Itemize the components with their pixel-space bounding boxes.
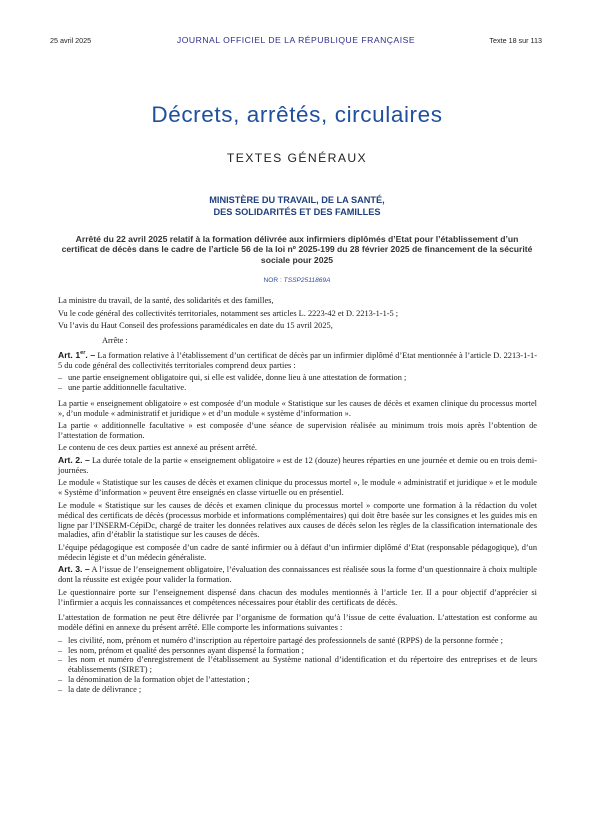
- publication-date: 25 avril 2025: [50, 36, 92, 45]
- art3-text-2: Le questionnaire porte sur l’enseignement dispensé dans chacun des modules mentionnés à l’article 1er. Il a pour objectif d’apprécier si l’infirmier a acquis les connaissances et compétences nécessaires pour établir des certificats de décès.: [58, 587, 537, 607]
- arrete-formula: Arrête :: [102, 335, 128, 345]
- art3-paragraph: [58, 565, 537, 585]
- art1-paragraph: [58, 351, 537, 371]
- art3-paragraph-3: L’attestation de formation ne peut être délivrée par l’organisme de formation qu’à l’issue de cette évaluation. L’attestation est conforme au modèle défini en annexe du présent arrêté. Elle comporte les informations suivantes :: [58, 613, 537, 633]
- art2-paragraph: [58, 456, 537, 476]
- art3-paragraph-2: [58, 588, 537, 608]
- art3-list: [58, 636, 537, 695]
- art2-paragraph-4: L’équipe pédagogique est composée d’un cadre de santé infirmier ou à défaut d’un infirmier diplômé d’Etat (responsable pédagogique), d’un médecin légiste et d’un médecin généraliste.: [58, 542, 537, 562]
- art3-label: Art. 3. –: [58, 564, 90, 575]
- act-body: [58, 296, 537, 698]
- art2-label: Art. 2. –: [58, 454, 90, 465]
- list-item: – une partie additionnelle facultative.: [58, 383, 537, 393]
- nor-value: TSSP2511869A: [283, 277, 331, 284]
- art1-paragraph-4: Le contenu de ces deux parties est annexé au présent arrêté.: [58, 443, 257, 453]
- text-number: Texte 18 sur 113: [489, 36, 542, 45]
- rubric-heading: Décrets, arrêtés, circulaires: [151, 102, 443, 127]
- ministry-line: DES SOLIDARITÉS ET DES FAMILLES: [213, 206, 381, 217]
- ministry-line: MINISTÈRE DU TRAVAIL, DE LA SANTÉ,: [209, 195, 385, 205]
- list-item: – les nom, prénom et qualité des personnes ayant dispensé la formation ;: [58, 646, 537, 656]
- nor-reference: [0, 277, 594, 284]
- art2-paragraph-3: Le module « Statistique sur les causes de décès et examen clinique du processus mortel » comporte une formation à la rédaction du volet médical des certificats de décès (processus morbide et informations complémentaires) qui doit être basée sur les consignes et les guides mis en ligne par l’INSERM-CépiDc, chargé de traiter les données relatives aux causes de décès selon les règles de la classification internationale des maladies, afin d’établir la statistique sur les causes de décès.: [58, 500, 537, 540]
- art1-list: [58, 373, 537, 393]
- art1-paragraph-3: La partie « additionnelle facultative » est composée d’une séance de supervision réalisée au minimum trois mois après l’obtention de l’attestation de formation.: [58, 421, 537, 440]
- list-item: – la date de délivrance ;: [58, 685, 537, 695]
- art1-label: Art. 1er. –: [58, 349, 96, 360]
- visa-minister: La ministre du travail, de la santé, des solidarités et des familles,: [58, 296, 274, 305]
- art1-paragraph-2: La partie « enseignement obligatoire » est composée d’un module « Statistique sur les causes de décès et examen clinique du processus mortel », d’un module « administratif et juridique » et d’un module « système d’information ».: [58, 398, 537, 418]
- ministry-name: [0, 195, 594, 218]
- list-item: – une partie enseignement obligatoire qui, si elle est validée, donne lieu à une attestation de formation ;: [58, 373, 537, 383]
- list-item: – la dénomination de la formation objet de l’attestation ;: [58, 675, 537, 685]
- art2-paragraph-2: Le module « Statistique sur les causes de décès et examen clinique du processus mortel », le module « administratif et juridique » et le module « Système d’information » peuvent être enseignés en classe virtuelle ou en présentiel.: [58, 478, 537, 498]
- art1-text: La formation relative à l’établissement d’un certificat de décès par un infirmier diplômé d’Etat mentionnée à l’article D. 2213-1-1-5 du code général des collectivités territoriales comprend deux parties :: [58, 350, 537, 370]
- nor-label: NOR :: [263, 277, 282, 284]
- art3-text: A l’issue de l’enseignement obligatoire, l’évaluation des connaissances est réalisée sous la forme d’un questionnaire à choix multiple dont la réussite est exigée pour valider la formation.: [58, 565, 537, 585]
- visa-code: Vu le code général des collectivités territoriales, notamment ses articles L. 2223-42 et D. 2213-1-1-5 ;: [58, 308, 399, 318]
- act-title: Arrêté du 22 avril 2025 relatif à la formation délivrée aux infirmiers diplômés d’Etat pour l’établissement d’un certificat de décès dans le cadre de l’article 56 de la loi nº 2025-199 du 28 février 2025 de financement de la sécurité sociale pour 2025: [61, 234, 533, 265]
- journal-name: JOURNAL OFFICIEL DE LA RÉPUBLIQUE FRANÇAISE: [176, 35, 416, 45]
- section-heading: TEXTES GÉNÉRAUX: [226, 151, 368, 165]
- visa-avis: Vu l’avis du Haut Conseil des professions paramédicales en date du 15 avril 2025,: [58, 321, 333, 330]
- art2-text: La durée totale de la partie « enseignement obligatoire » est de 12 (douze) heures réparties en une journée et demie ou en trois demi-journées.: [58, 455, 537, 475]
- running-header: [50, 36, 542, 48]
- list-item: – les civilité, nom, prénom et numéro d’inscription au répertoire partagé des professionnels de santé (RPPS) de la personne formée ;: [58, 636, 537, 646]
- list-item: – les nom et numéro d’enregistrement de l’établissement au Système national d’identification et du répertoire des entreprises et de leurs établissements (SIRET) ;: [58, 655, 537, 675]
